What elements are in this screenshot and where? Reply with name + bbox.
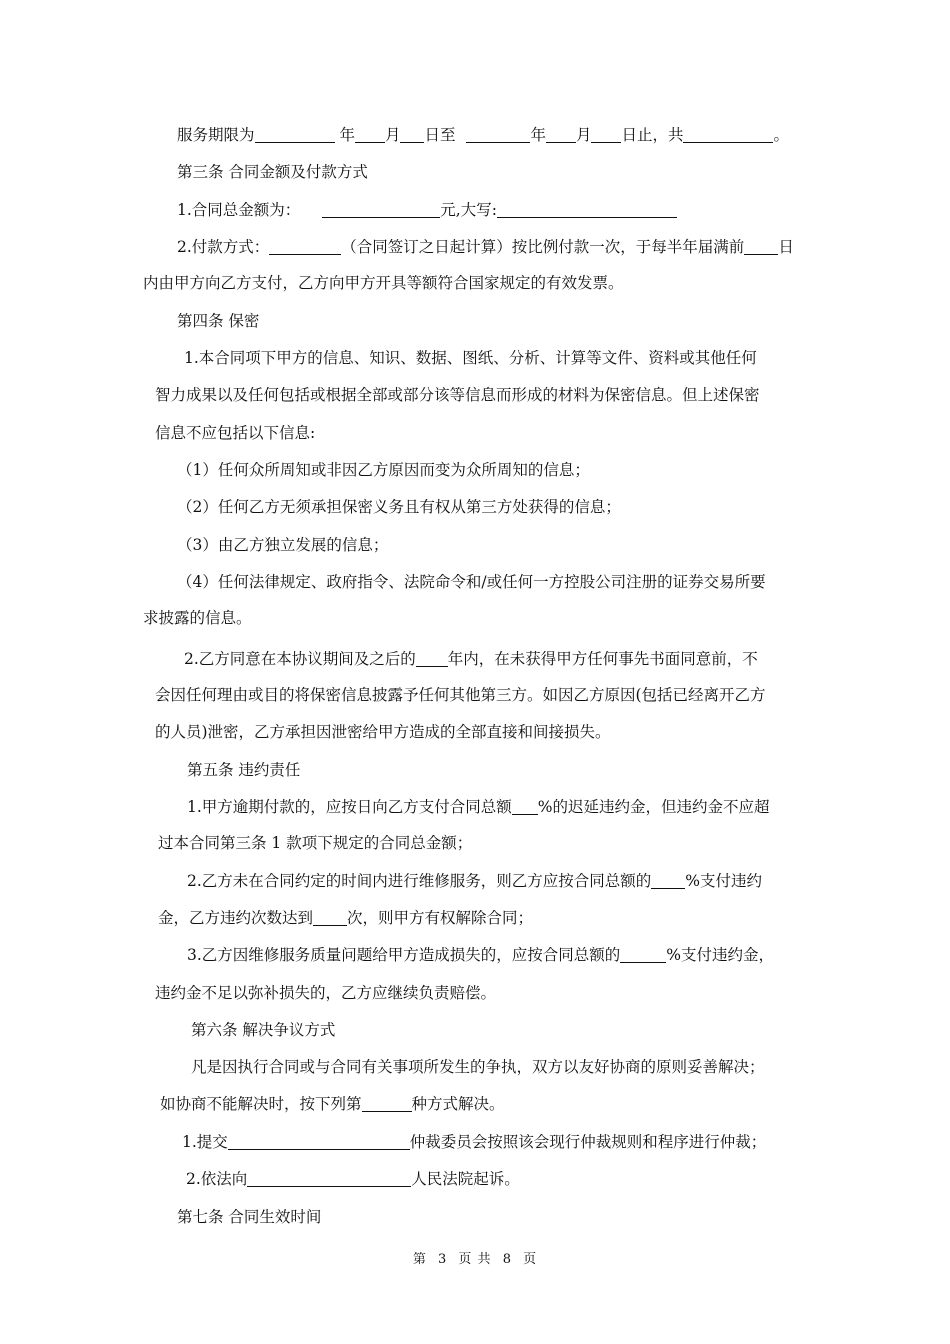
article-4-title: 第四条 保密 bbox=[177, 312, 260, 330]
text: 日 bbox=[778, 238, 794, 256]
text: 种方式解决。 bbox=[411, 1095, 505, 1113]
text: 次，则甲方有权解除合同； bbox=[347, 909, 534, 927]
text: 月 bbox=[575, 126, 592, 144]
article-5-item-3 bbox=[187, 944, 774, 966]
article-5-item-1 bbox=[187, 796, 770, 818]
blank-quality-penalty-rate[interactable] bbox=[620, 945, 666, 963]
blank-start-day[interactable] bbox=[400, 125, 424, 143]
text: 1.提交 bbox=[182, 1133, 228, 1151]
blank-confidential-years[interactable] bbox=[416, 649, 448, 667]
article-5-title: 第五条 违约责任 bbox=[187, 761, 301, 779]
text: 1.合同总金额为： bbox=[177, 201, 301, 219]
blank-days-before[interactable] bbox=[744, 237, 778, 255]
blank-start-year[interactable] bbox=[255, 125, 335, 143]
text: 年 bbox=[339, 126, 355, 144]
article-4-item-1-line-1: 1.本合同项下甲方的信息、知识、数据、图纸、分析、计算等文件、资料或其他任何 bbox=[184, 349, 757, 367]
service-term-line bbox=[177, 124, 789, 146]
blank-start-month[interactable] bbox=[355, 125, 385, 143]
article-7-title: 第七条 合同生效时间 bbox=[177, 1208, 322, 1226]
article-4-item-2-line-3: 的人员)泄密，乙方承担因泄密给甲方造成的全部直接和间接损失。 bbox=[155, 723, 611, 741]
text: 。 bbox=[773, 126, 789, 144]
text: 页 共 bbox=[458, 1252, 492, 1267]
page-footer bbox=[0, 1248, 950, 1267]
text: 月 bbox=[384, 126, 401, 144]
article-4-item-1-line-2: 智力成果以及任何包括或根据全部或部分该等信息而形成的材料为保密信息。但上述保密 bbox=[155, 386, 760, 404]
blank-end-day[interactable] bbox=[591, 125, 621, 143]
article-4-exception-3: （3）由乙方独立发展的信息； bbox=[177, 536, 389, 554]
article-5-item-3-cont: 违约金不足以弥补损失的，乙方应继续负责赔偿。 bbox=[155, 984, 497, 1002]
article-5-item-2-cont bbox=[158, 907, 533, 929]
article-6-item-1 bbox=[182, 1131, 766, 1153]
blank-payment-method[interactable] bbox=[269, 237, 341, 255]
blank-total-amount[interactable] bbox=[322, 200, 440, 218]
current-page-number: 3 bbox=[438, 1252, 448, 1267]
article-5-item-1-cont: 过本合同第三条 1 款项下规定的合同总金额； bbox=[158, 834, 473, 852]
text: 如协商不能解决时，按下列第 bbox=[160, 1095, 362, 1113]
article-4-exception-2: （2）任何乙方无须承担保密义务且有权从第三方处获得的信息； bbox=[177, 498, 621, 516]
blank-dispute-method[interactable] bbox=[362, 1094, 412, 1112]
text: 2.依法向 bbox=[186, 1170, 248, 1188]
article-4-exception-4-cont: 求披露的信息。 bbox=[143, 609, 252, 627]
blank-court-name[interactable] bbox=[247, 1169, 411, 1187]
text: 仲裁委员会按照该会现行仲裁规则和程序进行仲裁； bbox=[409, 1133, 767, 1151]
article-6-item-2 bbox=[186, 1168, 520, 1190]
text: 元,大写: bbox=[440, 201, 497, 219]
text: 2.乙方未在合同约定的时间内进行维修服务，则乙方应按合同总额的 bbox=[187, 872, 652, 890]
text: 第 bbox=[412, 1252, 427, 1267]
article-4-item-2-line-2: 会因任何理由或目的将保密信息披露予任何其他第三方。如因乙方原因(包括已经离开乙方 bbox=[155, 686, 766, 704]
text: 页 bbox=[523, 1252, 538, 1267]
article-4-exception-1: （1）任何众所周知或非因乙方原因而变为众所周知的信息； bbox=[177, 461, 590, 479]
text: 日至 bbox=[424, 126, 456, 144]
article-4-exception-4: （4）任何法律规定、政府指令、法院命令和/或任何一方控股公司注册的证券交易所要 bbox=[177, 573, 766, 591]
text: 3.乙方因维修服务质量问题给甲方造成损失的，应按合同总额的 bbox=[187, 946, 621, 964]
text: %的迟延违约金，但违约金不应超 bbox=[537, 798, 770, 816]
blank-service-penalty-rate[interactable] bbox=[651, 871, 685, 889]
blank-arbitration-committee[interactable] bbox=[228, 1132, 410, 1150]
text: 服务期限为 bbox=[177, 126, 255, 144]
article-6-line-1: 凡是因执行合同或与合同有关事项所发生的争执，双方以友好协商的原则妥善解决； bbox=[191, 1058, 765, 1076]
article-5-item-2 bbox=[187, 870, 762, 892]
article-3-item-1 bbox=[177, 199, 677, 221]
blank-end-year[interactable] bbox=[466, 125, 530, 143]
article-3-title: 第三条 合同金额及付款方式 bbox=[177, 163, 368, 181]
text: 年 bbox=[530, 126, 546, 144]
blank-late-payment-rate[interactable] bbox=[512, 797, 538, 815]
text: 2.乙方同意在本协议期间及之后的 bbox=[184, 650, 416, 668]
blank-total-period[interactable] bbox=[683, 125, 773, 143]
text: 日止，共 bbox=[621, 126, 684, 144]
text: （合同签订之日起计算）按比例付款一次，于每半年届满前 bbox=[341, 238, 745, 256]
text: 2.付款方式： bbox=[177, 238, 270, 256]
blank-breach-count[interactable] bbox=[313, 908, 347, 926]
article-6-line-2 bbox=[160, 1093, 505, 1115]
text: %支付违约 bbox=[685, 872, 763, 890]
text: 金，乙方违约次数达到 bbox=[158, 909, 314, 927]
total-page-count: 8 bbox=[502, 1252, 512, 1267]
article-3-item-2-cont: 内由甲方向乙方支付，乙方向甲方开具等额符合国家规定的有效发票。 bbox=[143, 274, 624, 292]
text: 年内，在未获得甲方任何事先书面同意前，不 bbox=[447, 650, 758, 668]
article-4-item-1-line-3: 信息不应包括以下信息: bbox=[155, 424, 316, 442]
text: %支付违约金， bbox=[666, 946, 775, 964]
article-4-item-2 bbox=[184, 648, 758, 670]
text: 人民法院起诉。 bbox=[411, 1170, 520, 1188]
text: 1.甲方逾期付款的，应按日向乙方支付合同总额 bbox=[187, 798, 512, 816]
article-6-title: 第六条 解决争议方式 bbox=[191, 1021, 336, 1039]
blank-amount-in-words[interactable] bbox=[497, 200, 677, 218]
article-3-item-2 bbox=[177, 236, 794, 258]
blank-end-month[interactable] bbox=[546, 125, 576, 143]
